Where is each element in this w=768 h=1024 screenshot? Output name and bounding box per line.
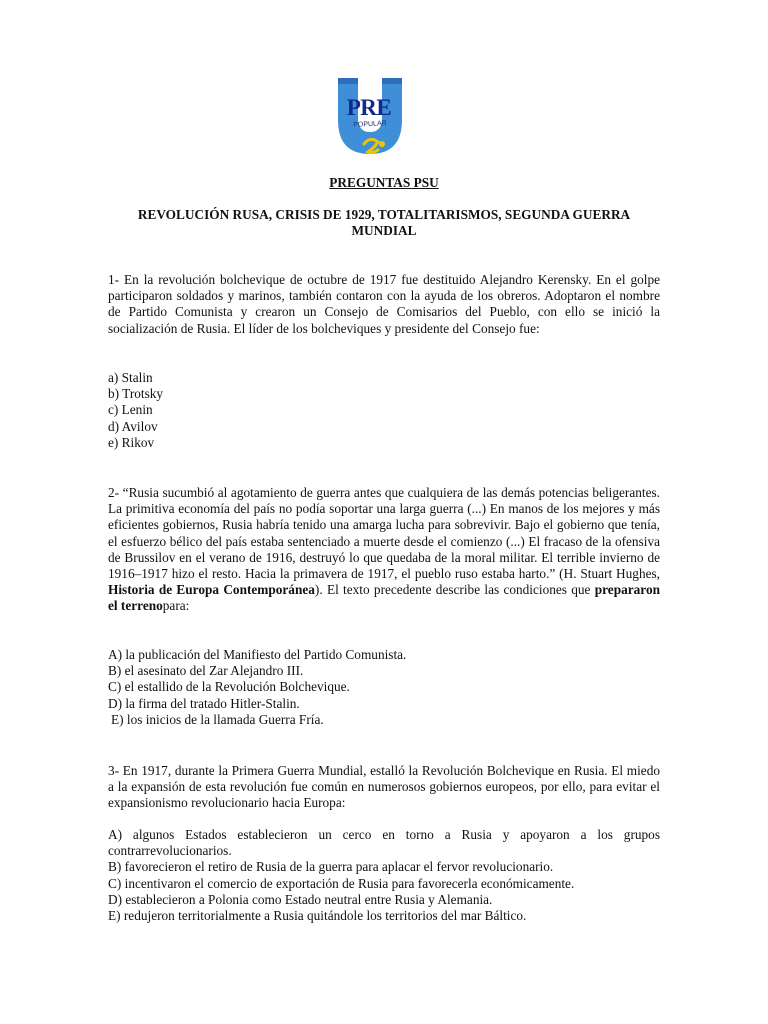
option-e: e) Rikov	[108, 434, 155, 450]
option-c: C) incentivaron el comercio de exportación de Rusia para favorecerla económicamente.	[108, 875, 575, 891]
option-b: B) el asesinato del Zar Alejandro III.	[108, 663, 304, 679]
question-2-text-3: para:	[162, 598, 190, 614]
option-a: a) Stalin	[108, 370, 153, 385]
page-title: PREGUNTAS PSU	[329, 175, 439, 190]
question-3-options	[108, 827, 660, 924]
option-e: E) los inicios de la llamada Guerra Fría.	[111, 711, 324, 727]
logo-subword: POPULAR	[353, 120, 387, 129]
question-2-options	[108, 647, 660, 728]
option-d: D) la firma del tratado Hitler-Stalin.	[108, 695, 300, 711]
question-2-book-title: Historia de Europa Contemporánea	[108, 582, 315, 598]
option-d: D) establecieron a Polonia como Estado neutral entre Rusia y Alemania.	[108, 891, 493, 907]
option-c: c) Lenin	[108, 402, 153, 418]
question-2-text-1: 2- “Rusia sucumbió al agotamiento de guerra antes que cualquiera de las demás potencias beligerantes. La primitiva economía del país no podía soportar una larga guerra (...) En manos de los mejores y más eficientes gobiernos, Rusia habría tenido una amarga lucha para sobrevivir. Bajo el gobierno que tenía, el esfuerzo bélico del país estaba sentenciado a muerte desde el comienzo (...) El fracaso de la ofensiva de Brussilov en el verano de 1916, destruyó lo que quedaba de la moral militar. El terrible invierno de 1916–1917 hizo el resto. Hacia la primavera de 1917, el pueblo ruso estaba harto.” (H. Stuart Hughes,	[108, 485, 660, 582]
question-2-stem	[108, 485, 660, 615]
topic-heading: REVOLUCIÓN RUSA, CRISIS DE 1929, TOTALITARISMOS, SEGUNDA GUERRA MUNDIAL	[137, 207, 631, 238]
question-1-stem: 1- En la revolución bolchevique de octubre de 1917 fue destituido Alejandro Kerensky. En el golpe participaron soldados y marinos, también contaron con la ayuda de los obreros. Adoptaron el nombre de Partido Comunista y crearon un Consejo de Comisarios del Pueblo, con ello se inició la socialización de Rusia. El líder de los bolcheviques y presidente del Consejo fue:	[108, 272, 660, 336]
option-a: A) algunos Estados establecieron un cerco en torno a Rusia y apoyaron a los grupos contrarrevolucionarios.	[108, 827, 660, 859]
option-c: C) el estallido de la Revolución Bolchevique.	[108, 679, 350, 695]
pre-popular-logo	[334, 74, 406, 160]
option-b: B) favorecieron el retiro de Rusia de la guerra para aplacar el fervor revolucionario.	[108, 859, 554, 875]
option-e: E) redujeron territorialmente a Rusia quitándole los territorios del mar Báltico.	[108, 908, 527, 924]
question-2-text-2: ). El texto precedente describe las condiciones que	[314, 582, 595, 598]
option-a: A) la publicación del Manifiesto del Partido Comunista.	[108, 647, 407, 662]
question-1-options	[108, 370, 660, 451]
question-2-emphasis: prepararon el terreno	[108, 582, 660, 614]
option-b: b) Trotsky	[108, 386, 164, 402]
question-3-stem: 3- En 1917, durante la Primera Guerra Mundial, estalló la Revolución Bolchevique en Rusia. El miedo a la expansión de esta revolución fue común en numerosos gobiernos europeos, por ello, para evitar el expansionismo revolucionario hacia Europa:	[108, 763, 660, 811]
logo-word: PRE	[346, 95, 392, 120]
option-d: d) Avilov	[108, 418, 158, 434]
